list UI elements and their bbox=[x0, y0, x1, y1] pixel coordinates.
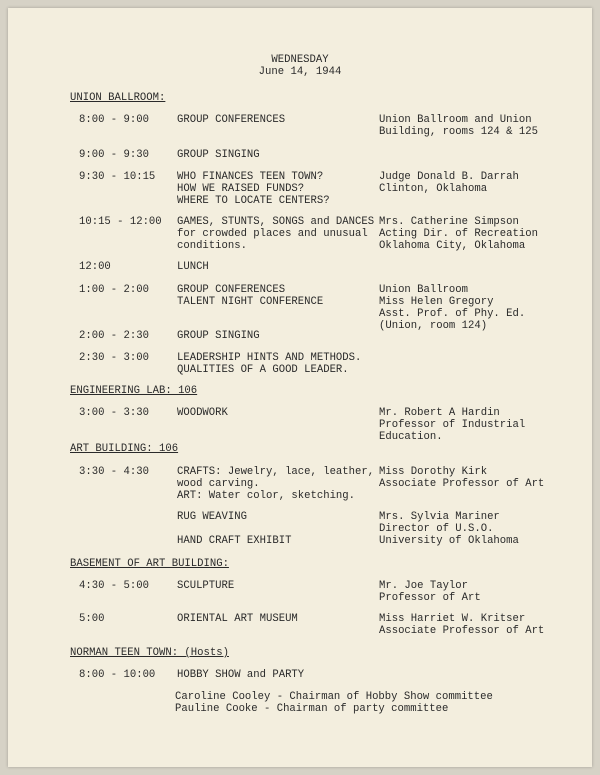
section-basement-art-building: BASEMENT OF ART BUILDING: bbox=[70, 558, 229, 570]
row-time: 10:15 - 12:00 bbox=[79, 216, 162, 228]
row-time: 2:30 - 3:00 bbox=[79, 352, 149, 364]
row-presenter: Miss Dorothy Kirk Associate Professor of Art bbox=[379, 466, 545, 490]
row-activity: GROUP SINGING bbox=[177, 149, 260, 161]
row-time: 5:00 bbox=[79, 613, 105, 625]
row-activity: WHO FINANCES TEEN TOWN? HOW WE RAISED FUNDS? WHERE TO LOCATE CENTERS? bbox=[177, 171, 330, 207]
row-activity: LEADERSHIP HINTS AND METHODS. QUALITIES OF A GOOD LEADER. bbox=[177, 352, 362, 376]
row-presenter: Mr. Robert A Hardin Professor of Industrial Education. bbox=[379, 407, 526, 443]
row-activity: HAND CRAFT EXHIBIT bbox=[177, 535, 292, 547]
row-presenter: Miss Harriet W. Kritser Associate Professor of Art bbox=[379, 613, 545, 637]
row-activity: CRAFTS: Jewelry, lace, leather, wood carving. ART: Water color, sketching. bbox=[177, 466, 375, 502]
row-activity: GROUP CONFERENCES TALENT NIGHT CONFERENCE bbox=[177, 284, 324, 308]
row-time: 8:00 - 10:00 bbox=[79, 669, 156, 681]
row-activity: GROUP CONFERENCES bbox=[177, 114, 286, 126]
row-activity: HOBBY SHOW and PARTY bbox=[177, 669, 305, 681]
row-time: 12:00 bbox=[79, 261, 111, 273]
page-header bbox=[8, 54, 592, 78]
row-time: 3:00 - 3:30 bbox=[79, 407, 149, 419]
row-time: 2:00 - 2:30 bbox=[79, 330, 149, 342]
header-day: WEDNESDAY bbox=[271, 54, 329, 66]
row-activity: SCULPTURE bbox=[177, 580, 235, 592]
committee-line-hobby: Caroline Cooley - Chairman of Hobby Show committee bbox=[175, 691, 493, 703]
section-norman-teen-town: NORMAN TEEN TOWN: (Hosts) bbox=[70, 647, 229, 659]
row-presenter: Union Ballroom and Union Building, rooms 124 & 125 bbox=[379, 114, 538, 138]
row-time: 4:30 - 5:00 bbox=[79, 580, 149, 592]
document-page bbox=[8, 8, 592, 767]
row-time: 9:00 - 9:30 bbox=[79, 149, 149, 161]
section-engineering-lab: ENGINEERING LAB: 106 bbox=[70, 385, 198, 397]
row-time: 1:00 - 2:00 bbox=[79, 284, 149, 296]
section-art-building: ART BUILDING: 106 bbox=[70, 443, 179, 455]
row-presenter: Mrs. Sylvia Mariner Director of U.S.O. bbox=[379, 511, 500, 535]
row-time: 8:00 - 9:00 bbox=[79, 114, 149, 126]
row-activity: GROUP SINGING bbox=[177, 330, 260, 342]
row-activity: ORIENTAL ART MUSEUM bbox=[177, 613, 298, 625]
section-union-ballroom: UNION BALLROOM: bbox=[70, 92, 166, 104]
row-activity: LUNCH bbox=[177, 261, 209, 273]
row-presenter: University of Oklahoma bbox=[379, 535, 519, 547]
header-date: June 14, 1944 bbox=[258, 66, 342, 78]
row-presenter: Union Ballroom Miss Helen Gregory Asst. Prof. of Phy. Ed. (Union, room 124) bbox=[379, 284, 526, 332]
row-time: 3:30 - 4:30 bbox=[79, 466, 149, 478]
row-activity: RUG WEAVING bbox=[177, 511, 247, 523]
committee-line-party: Pauline Cooke - Chairman of party committee bbox=[175, 703, 449, 715]
row-time: 9:30 - 10:15 bbox=[79, 171, 156, 183]
row-presenter: Mrs. Catherine Simpson Acting Dir. of Recreation Oklahoma City, Oklahoma bbox=[379, 216, 538, 252]
row-activity: WOODWORK bbox=[177, 407, 228, 419]
row-activity: GAMES, STUNTS, SONGS and DANCES for crowded places and unusual conditions. bbox=[177, 216, 375, 252]
row-presenter: Judge Donald B. Darrah Clinton, Oklahoma bbox=[379, 171, 519, 195]
row-presenter: Mr. Joe Taylor Professor of Art bbox=[379, 580, 481, 604]
